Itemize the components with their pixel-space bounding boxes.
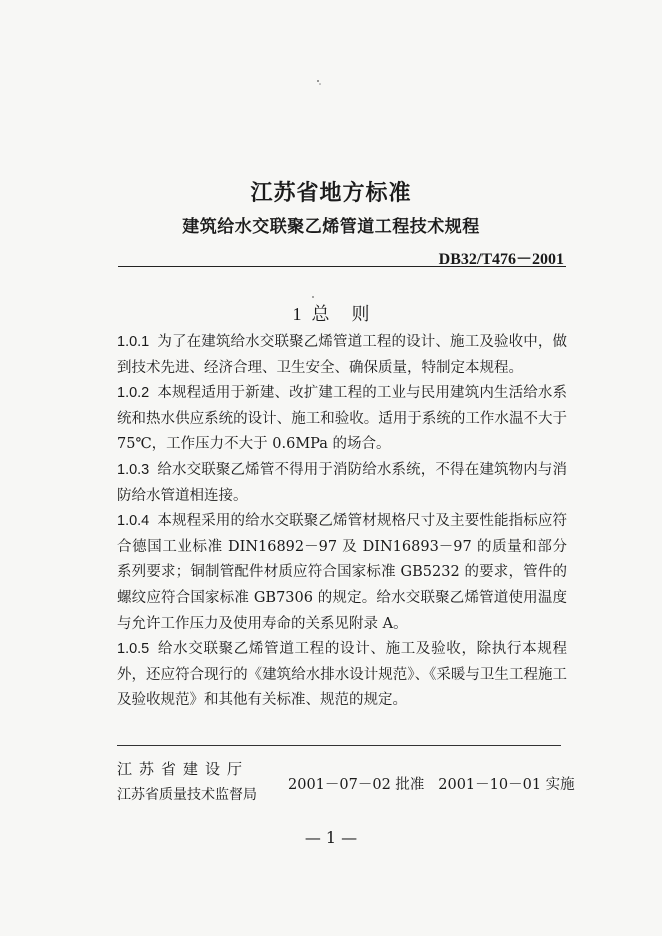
chapter-title-part1: 总 [311, 304, 330, 325]
chapter-heading [0, 300, 662, 326]
document-title: 江苏省地方标准 [250, 181, 412, 206]
issuer-construction-dept: 江苏省建设厅 [117, 760, 250, 778]
header-divider [118, 266, 566, 267]
clause-paragraph [117, 637, 567, 714]
clause-number: 1.0.2 [117, 385, 150, 402]
page-number: — 1 — [304, 828, 358, 847]
chapter-title-part2: 则 [351, 304, 370, 325]
clause-number: 1.0.4 [117, 513, 150, 530]
clause-number: 1.0.5 [117, 641, 150, 658]
clause-number: 1.0.1 [117, 334, 150, 350]
clause-paragraph [117, 458, 567, 509]
clause-text: 给水交联聚乙烯管不得用于消防给水系统，不得在建筑物内与消防给水管道相连接。 [117, 461, 567, 504]
chapter-number: 1 [292, 304, 302, 324]
clause-number: 1.0.3 [117, 461, 150, 478]
clause-text: 为了在建筑给水交联聚乙烯管道工程的设计、施工及验收中，做到技术先进、经济合理、卫生安全、确保质量，特制定本规程。 [117, 334, 567, 376]
approval-dates: 2001－07－02 批准 2001－10－01 实施 [288, 777, 575, 793]
document-subtitle: 建筑给水交联聚乙烯管道工程技术规程 [182, 217, 480, 237]
clause-text: 本规程适用于新建、改扩建工程的工业与民用建筑内生活给水系统和热水供应系统的设计、施工和验收。适用于系统的工作水温不大于 75℃，工作压力不大于 0.6MPa 的场合。 [117, 385, 567, 453]
issuer-quality-bureau: 江苏省质量技术监督局 [117, 787, 257, 803]
clause-text: 本规程采用的给水交联聚乙烯管材规格尺寸及主要性能指标应符合德国工业标准 DIN16892－97 及 DIN16893－97 的质量和部分系列要求；铜制管配件材质应符合国家标准 GB5232 的要求，管件的螺纹应符合国家标准 GB7306 的规定。给水交联聚乙烯管道使用温度与允许工作压力及使用寿命的关系见附录 A。 [117, 513, 567, 632]
standard-code: DB32/T476－2001 [438, 251, 564, 268]
clause-paragraph [117, 509, 567, 637]
footer-divider [117, 745, 561, 746]
clause-paragraph [117, 330, 567, 381]
clause-text: 给水交联聚乙烯管道工程的设计、施工及验收，除执行本规程外，还应符合现行的《建筑给水排水设计规范》、《采暖与卫生工程施工及验收规范》和其他有关标准、规范的规定。 [117, 641, 567, 709]
chapter-body [117, 330, 567, 714]
clause-paragraph [117, 381, 567, 458]
